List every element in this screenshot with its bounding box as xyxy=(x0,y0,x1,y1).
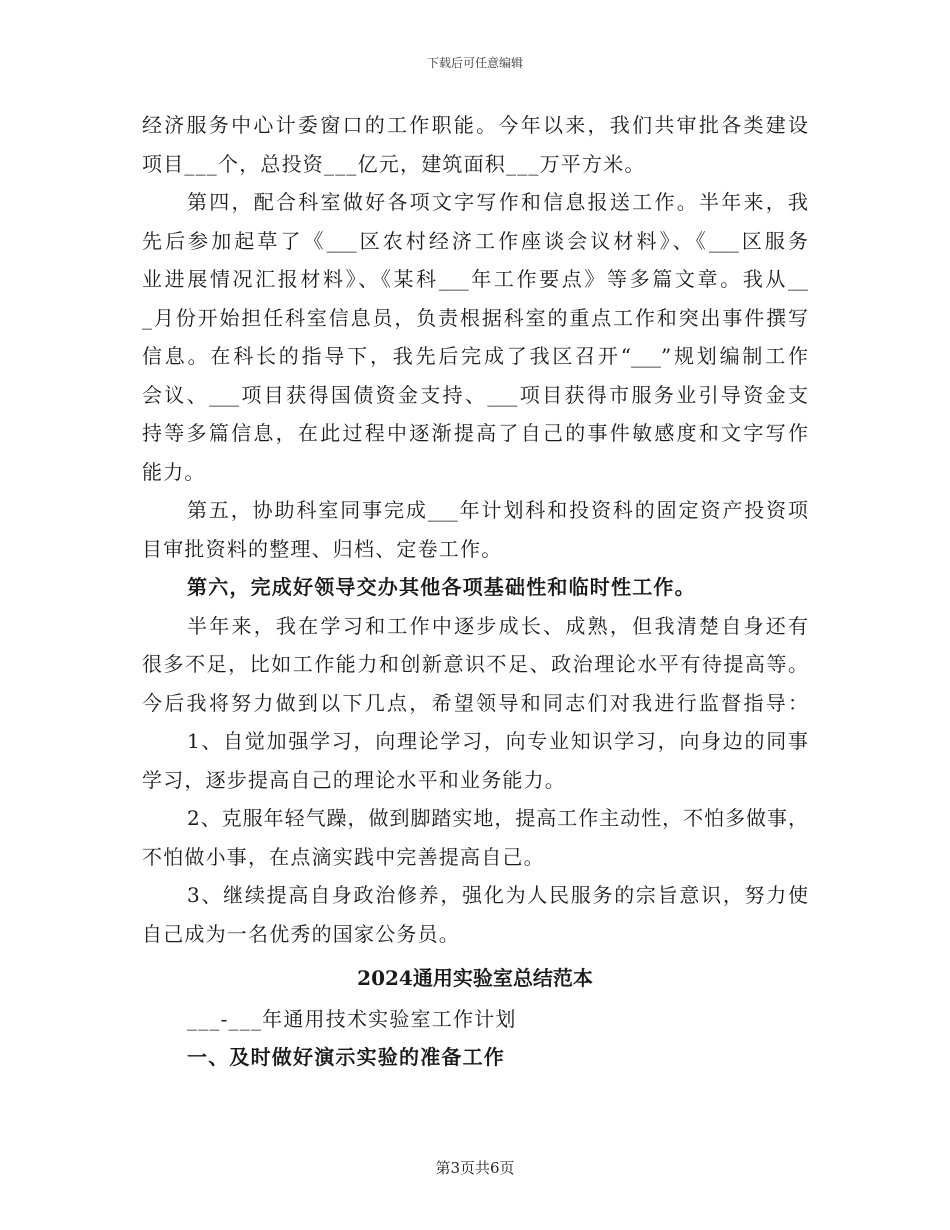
paragraph-line: 2、克服年轻气躁，做到脚踏实地，提高工作主动性，不怕多做事， xyxy=(187,806,808,830)
section-title: 2024通用实验室总结范本 xyxy=(357,966,593,990)
paragraph-line: 学习，逐步提高自己的理论水平和业务能力。 xyxy=(142,767,566,792)
paragraph-line: 业进展情况汇报材料》、《某科___年工作要点》等多篇文章。我从__ xyxy=(142,267,808,291)
paragraph-line: 3、继续提高自身政治修养，强化为人民服务的宗旨意识，努力使 xyxy=(187,883,808,907)
paragraph-line: 第五，协助科室同事完成___年计划科和投资科的固定资产投资项 xyxy=(187,498,808,522)
paragraph-line: 持等多篇信息，在此过程中逐渐提高了自己的事件敏感度和文字写作 xyxy=(142,421,808,445)
paragraph-line: 能力。 xyxy=(142,459,206,484)
page-header: 下载后可任意编辑 xyxy=(426,56,523,70)
paragraph-line: 经济服务中心计委窗口的工作职能。今年以来，我们共审批各类建设 xyxy=(142,113,808,137)
paragraph-line: 自己成为一名优秀的国家公务员。 xyxy=(142,921,460,946)
paragraph-line: 先后参加起草了《___区农村经济工作座谈会议材料》、《___区服务 xyxy=(142,228,808,253)
paragraph-line: 1、自觉加强学习，向理论学习，向专业知识学习，向身边的同事 xyxy=(187,729,808,753)
paragraph-line: _月份开始担任科室信息员，负责根据科室的重点工作和突出事件撰写 xyxy=(142,305,808,330)
section-heading: 一、及时做好演示实验的准备工作 xyxy=(187,1045,505,1069)
paragraph-line: 会议、___项目获得国债资金支持、___项目获得市服务业引导资金支 xyxy=(142,382,808,407)
document-body xyxy=(142,106,808,1077)
section-subtitle: ___-___年通用技术实验室工作计划 xyxy=(187,1006,517,1031)
paragraph-line: 目审批资料的整理、归档、定卷工作。 xyxy=(142,536,503,561)
paragraph-line: 今后我将努力做到以下几点，希望领导和同志们对我进行监督指导： xyxy=(142,690,808,715)
paragraph-line: 很多不足，比如工作能力和创新意识不足、政治理论水平有待提高等。 xyxy=(142,652,808,676)
paragraph-line: 信息。在科长的指导下，我先后完成了我区召开“___”规划编制工作 xyxy=(142,344,808,368)
paragraph-line: 不怕做小事，在点滴实践中完善提高自己。 xyxy=(142,844,545,869)
paragraph-line: 半年来，我在学习和工作中逐步成长、成熟，但我清楚自身还有 xyxy=(187,613,808,638)
paragraph-line: 第四，配合科室做好各项文字写作和信息报送工作。半年来，我 xyxy=(187,190,808,214)
bold-paragraph-line: 第六，完成好领导交办其他各项基础性和临时性工作。 xyxy=(187,575,696,599)
page-footer: 第3页共6页 xyxy=(435,1159,515,1177)
paragraph-line: 项目___个，总投资___亿元，建筑面积___万平方米。 xyxy=(142,151,646,176)
